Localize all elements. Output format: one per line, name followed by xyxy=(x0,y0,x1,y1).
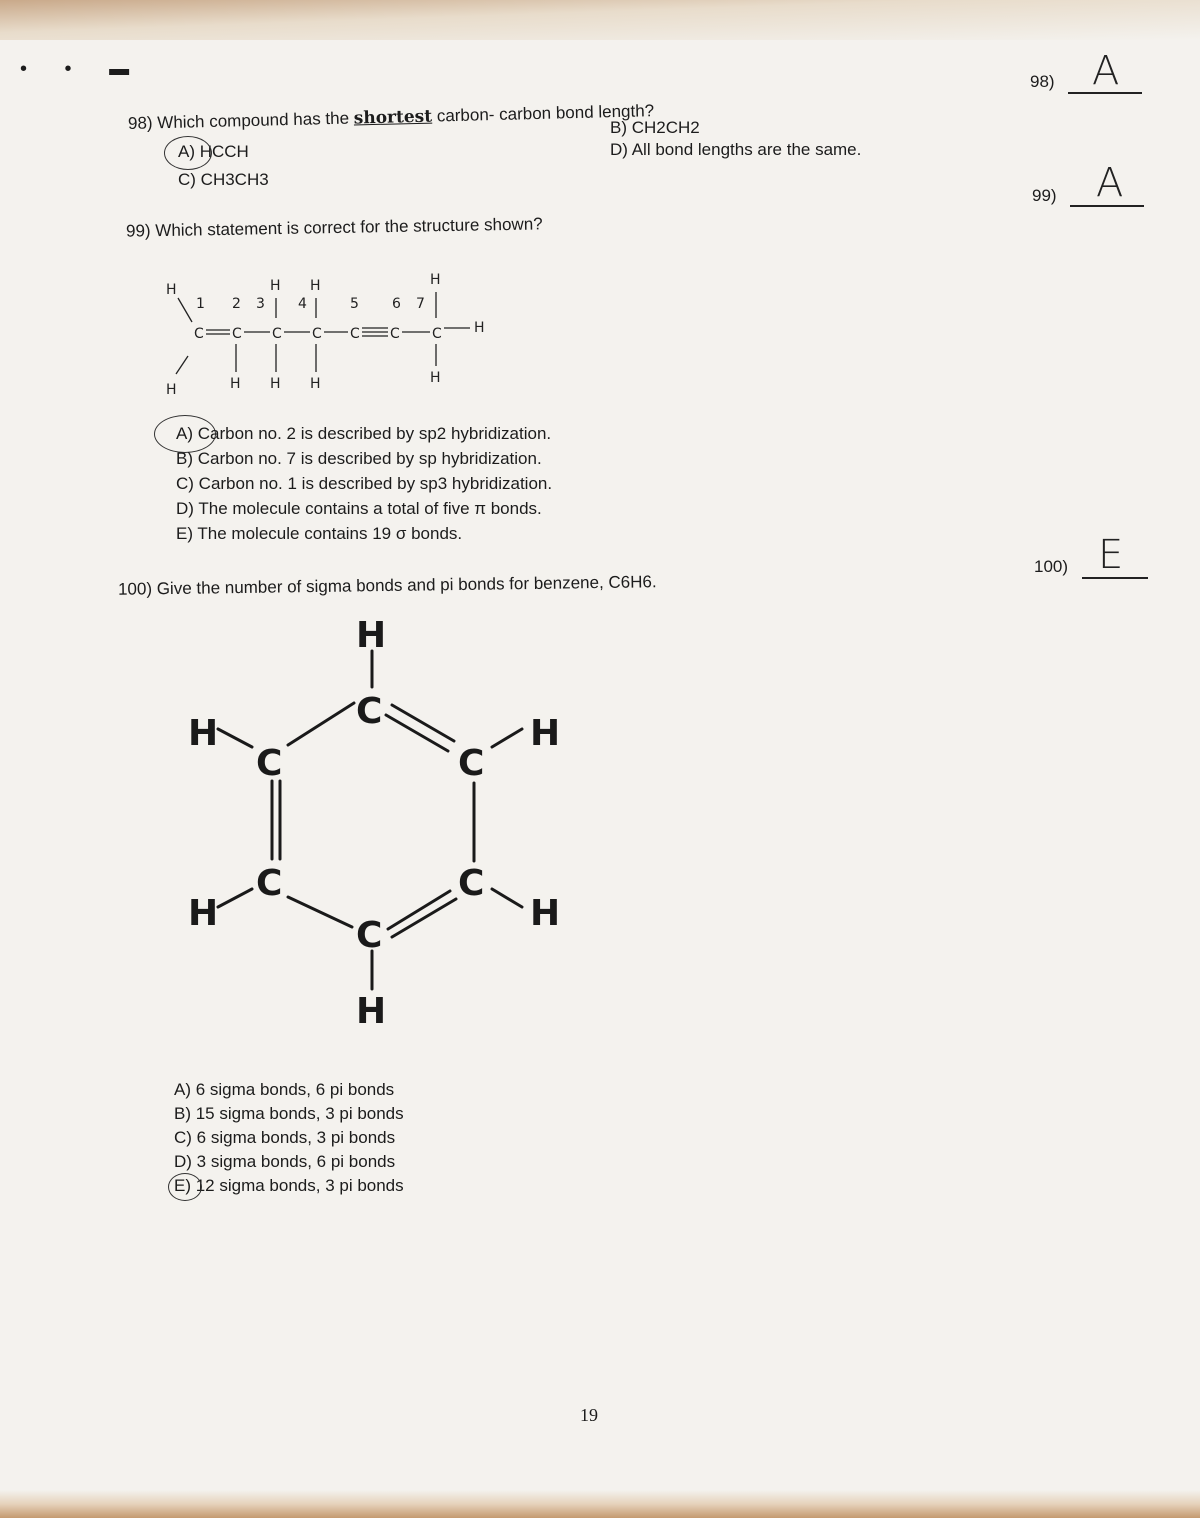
atom-h: H xyxy=(474,320,485,336)
atom-h: H xyxy=(188,713,219,754)
q98-option-a: A) HCCH xyxy=(178,142,249,161)
question-100: 100) Give the number of sigma bonds and pi bonds for benzene, C6H6. xyxy=(117,572,657,599)
question-99: 99) Which statement is correct for the structure shown? xyxy=(125,214,543,241)
atom-h: H xyxy=(166,382,177,398)
structure-99 xyxy=(150,260,510,400)
question-98-emphasis: shortest xyxy=(353,106,433,129)
atom-h: H xyxy=(166,282,177,298)
carbon-number-5: 5 xyxy=(350,296,359,312)
bond xyxy=(176,356,188,374)
bond xyxy=(492,729,522,747)
atom-h: H xyxy=(530,893,561,934)
carbon-number-4: 4 xyxy=(298,296,307,312)
atom-c: C xyxy=(194,326,204,342)
question-98-suffix: carbon- carbon bond length? xyxy=(431,101,655,126)
page-number: 19 xyxy=(580,1405,598,1425)
bond xyxy=(288,703,354,745)
carbon-number-6: 6 xyxy=(392,296,401,312)
answer-label-98: 98) xyxy=(1030,72,1055,91)
atom-h: H xyxy=(270,278,281,294)
handwritten-answer-99: A xyxy=(1096,160,1124,206)
atom-h: H xyxy=(430,370,441,386)
atom-c: C xyxy=(350,326,360,342)
bond xyxy=(392,899,456,937)
q100-option-a: A) 6 sigma bonds, 6 pi bonds xyxy=(174,1080,395,1099)
q99-option-a: A) Carbon no. 2 is described by sp2 hybridization. xyxy=(176,424,552,443)
atom-c: C xyxy=(458,743,485,784)
q99-option-c: C) Carbon no. 1 is described by sp3 hybridization. xyxy=(176,474,553,493)
q98-option-d: D) All bond lengths are the same. xyxy=(610,140,862,159)
q100-option-d: D) 3 sigma bonds, 6 pi bonds xyxy=(174,1152,396,1171)
atom-h: H xyxy=(270,376,281,392)
answer-circle-100 xyxy=(168,1173,202,1201)
atom-c: C xyxy=(312,326,322,342)
carbon-number-2: 2 xyxy=(232,296,241,312)
q100-option-e: E) 12 sigma bonds, 3 pi bonds xyxy=(174,1176,404,1195)
q98-option-c: C) CH3CH3 xyxy=(178,170,269,189)
question-98-prefix: 98) Which compound has the xyxy=(127,108,355,133)
bond xyxy=(218,889,252,907)
q100-option-c: C) 6 sigma bonds, 3 pi bonds xyxy=(174,1128,396,1147)
question-98 xyxy=(128,101,655,134)
bond xyxy=(388,891,450,929)
atom-h: H xyxy=(310,278,321,294)
bond xyxy=(288,897,352,927)
handwritten-answer-100: E xyxy=(1098,532,1124,578)
atom-h: H xyxy=(430,272,441,288)
q99-option-d: D) The molecule contains a total of five π bonds. xyxy=(176,499,542,518)
atom-h: H xyxy=(530,713,561,754)
q99-option-e: E) The molecule contains 19 σ bonds. xyxy=(176,524,463,543)
q100-option-b: B) 15 sigma bonds, 3 pi bonds xyxy=(174,1104,404,1123)
bond xyxy=(218,729,252,747)
atom-c: C xyxy=(356,691,383,732)
atom-c: C xyxy=(272,326,282,342)
atom-c: C xyxy=(356,915,383,956)
carbon-number-1: 1 xyxy=(196,296,205,312)
handwritten-answer-98: A xyxy=(1092,48,1120,94)
answer-label-100: 100) xyxy=(1034,557,1069,576)
atom-c: C xyxy=(256,863,283,904)
benzene-structure xyxy=(180,605,580,1025)
paper-edge-top xyxy=(0,0,1200,40)
atom-c: C xyxy=(256,743,283,784)
bond xyxy=(492,889,522,907)
atom-h: H xyxy=(230,376,241,392)
atom-c: C xyxy=(390,326,400,342)
carbon-number-3: 3 xyxy=(256,296,265,312)
atom-h: H xyxy=(356,615,387,656)
q98-option-b: B) CH2CH2 xyxy=(610,118,700,137)
carbon-number-7: 7 xyxy=(416,296,425,312)
atom-c: C xyxy=(458,863,485,904)
atom-c: C xyxy=(432,326,442,342)
atom-h: H xyxy=(356,991,387,1025)
header-marks: • • ▬ xyxy=(20,58,146,80)
q99-option-b: B) Carbon no. 7 is described by sp hybridization. xyxy=(176,449,542,468)
answer-circle-98 xyxy=(164,136,212,170)
paper-edge-bottom xyxy=(0,1490,1200,1518)
bond xyxy=(178,298,192,322)
atom-h: H xyxy=(188,893,219,934)
atom-c: C xyxy=(232,326,242,342)
answer-label-99: 99) xyxy=(1032,186,1057,205)
atom-h: H xyxy=(310,376,321,392)
